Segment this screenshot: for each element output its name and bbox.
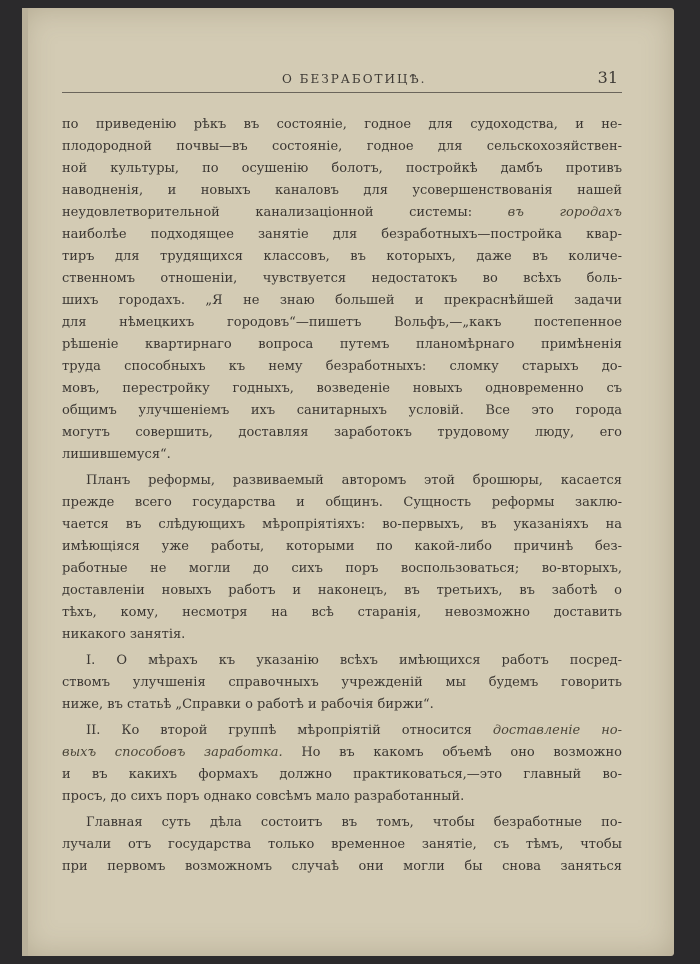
paragraph-start (62, 720, 622, 742)
text-line (62, 742, 622, 764)
text-line: шихъ городахъ. „Я не знаю большей и прекраснѣйшей задачи (62, 293, 622, 308)
text-line: тиръ для трудящихся классовъ, въ которыхъ, даже въ количе- (62, 249, 622, 264)
text-line: наводненія, и новыхъ каналовъ для усовершенствованія нашей (62, 183, 622, 198)
text-line: и въ какихъ формахъ должно практиковаться,—это главный во- (62, 767, 622, 782)
text-line (62, 202, 622, 224)
text-line: просъ, до сихъ поръ однако совсѣмъ мало разработанный. (62, 789, 465, 804)
text-line: лучали отъ государства только временное занятіе, съ тѣмъ, чтобы (62, 837, 622, 852)
paragraph-start: I. О мѣрахъ къ указанію всѣхъ имѣющихся работъ посред- (86, 653, 622, 668)
text-line: никакого занятія. (62, 627, 186, 642)
text-line: мовъ, перестройку годныхъ, возведеніе новыхъ одновременно съ (62, 381, 622, 396)
text-line: для нѣмецкихъ городовъ“—пишетъ Вольфъ,—„какъ постепенное (62, 315, 622, 330)
page-header (62, 68, 622, 93)
paragraph-start: Главная суть дѣла состоитъ въ томъ, чтобы безработные по- (86, 815, 622, 830)
text-line: работные не могли до сихъ поръ воспользоваться; во-вторыхъ, (62, 561, 622, 576)
book-page (22, 8, 674, 956)
text-line: тѣхъ, кому, несмотря на всѣ старанія, невозможно доставить (62, 605, 622, 620)
text-line: общимъ улучшеніемъ ихъ санитарныхъ условій. Все это города (62, 403, 622, 418)
text-line: по приведенію рѣкъ въ состояніе, годное для судоходства, и не- (62, 117, 622, 132)
text-line: наиболѣе подходящее занятіе для безработныхъ—постройка квар- (62, 227, 622, 242)
text-segment: II. Ко второй группѣ мѣропріятій относится (86, 723, 472, 738)
text-line: ной культуры, по осушенію болотъ, постройкѣ дамбъ противъ (62, 161, 622, 176)
italic-phrase: въ городахъ (507, 205, 622, 220)
text-line: ствомъ улучшенія справочныхъ учрежденій мы будемъ говорить (62, 675, 622, 690)
text-line: могутъ совершить, доставляя заработокъ трудовому люду, его (62, 425, 622, 440)
page-number: 31 (597, 68, 618, 87)
text-segment: неудовлетворительной канализаціонной системы: (62, 205, 473, 220)
text-line: рѣшеніе квартирнаго вопроса путемъ планомѣрнаго примѣненія (62, 337, 622, 352)
text-line: лишившемуся“. (62, 447, 171, 462)
text-line: плодородной почвы—въ состояніе, годное для сельскохозяйствен- (62, 139, 622, 154)
italic-phrase: доставленіе но- (492, 723, 622, 738)
running-head: О БЕЗРАБОТИЦѢ. (282, 72, 427, 86)
text-line: имѣющіяся уже работы, которыми по какой-либо причинѣ без- (62, 539, 622, 554)
text-line: ственномъ отношеніи, чувствуется недостатокъ во всѣхъ боль- (62, 271, 622, 286)
page-edge (22, 8, 28, 956)
paragraph-start: Планъ реформы, развиваемый авторомъ этой брошюры, касается (86, 473, 622, 488)
text-line: чается въ слѣдующихъ мѣропріятіяхъ: во-первыхъ, въ указаніяхъ на (62, 517, 622, 532)
body-text (62, 114, 622, 878)
text-line: ниже, въ статьѣ „Справки о работѣ и рабочія биржи“. (62, 697, 434, 712)
text-segment: Но въ какомъ объемѣ оно возможно (301, 745, 622, 760)
text-line: при первомъ возможномъ случаѣ они могли бы снова заняться (62, 859, 622, 874)
text-line: прежде всего государства и общинъ. Сущность реформы заклю- (62, 495, 622, 510)
italic-phrase: выхъ способовъ заработка. (62, 745, 283, 760)
text-line: доставленіи новыхъ работъ и наконецъ, въ третьихъ, въ заботѣ о (62, 583, 622, 598)
text-line: труда способныхъ къ нему безработныхъ: сломку старыхъ до- (62, 359, 622, 374)
